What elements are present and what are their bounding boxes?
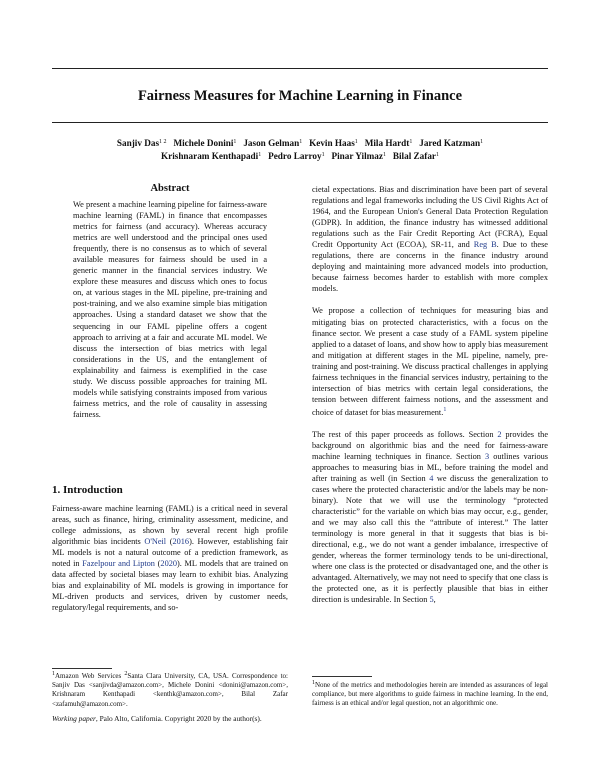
footnote-1 [312,681,548,709]
intro-text: provides the background on algorithmic bias and the need for fairness-aware machine learning techniques in finance. Section [312,429,548,461]
footnote-number: 1 [312,680,315,686]
citation-link-fazelpour[interactable]: Fazelpour and Lipton [82,559,155,569]
title-top-rule [52,68,548,69]
author-name: Sanjiv Das [116,138,160,148]
intro-text: ). However, establishing fair ML models is not a natural outcome of a prediction framework, as noted in [52,537,288,569]
section-heading-introduction: 1. Introduction [52,484,123,496]
right-column [312,184,548,605]
author-affiliation-marker: 1 [480,139,484,145]
footnote-text: None of the metrics and methodologies herein are intended as assurances of legal compliance, but mere algorithms to guide fairness in machine learning. In the end, fairness is an ethical and/or legal question, not an algorithmic one. [312,681,548,708]
author-affiliation-marker: 1 [233,139,237,145]
citation-link-oneil[interactable]: O'Neil [144,537,167,547]
intro-paragraph-4 [312,429,548,606]
author-name: Jason Gelman [243,138,300,148]
abstract-body [73,199,267,420]
author-name: Krishnaram Kenthapadi [160,151,259,161]
intro-text: Fairness-aware machine learning (FAML) is a critical need in several areas, such as finance, hiring, criminality assessment, medicine, and college admissions, as shown by several recent high profile algorithmic bias incidents [52,504,288,547]
reference-link-reg-b[interactable]: Reg B [473,240,497,250]
section-link-4[interactable]: 4 [429,473,434,483]
footnote-rule-left [52,668,112,669]
author-affiliation-marker: 1 [299,139,303,145]
author-name: Pedro Larroy [268,151,322,161]
footnote-rule-right [312,676,372,677]
intro-text: outlines various approaches to measuring bias in ML, before training the model and after training as well (in Section [312,451,548,483]
author-affiliation-marker: 1 2 [159,139,167,145]
section-link-2[interactable]: 2 [497,429,502,439]
author-name: Mila Hardt [364,138,410,148]
affiliation-footnote [52,672,288,709]
citation-link-fazelpour-year[interactable]: 2020 [160,559,178,569]
intro-text: . Due to these regulations, there are concerns in the finance industry around deploying and maintaining more advanced models into production, because fairness becomes harder to establish with more complex models. [312,240,548,294]
author-affiliation-marker: 1 [382,152,386,158]
abstract-text: We present a machine learning pipeline for fairness-aware machine learning (FAML) in finance that encompasses metrics for fairness (and accuracy). Whereas accuracy metrics are well understood and the principal ones used frequently, there is no consensus as to which of several available measures for fairness should be used in a generic manner in the financial services industry. We explore these measures and discuss which ones to focus on, at various stages in the ML pipeline, pre-training and post-training, and we also examine simple bias mitigation approaches. Using a standard dataset we show that the sequencing in our FAML pipeline offers a cogent approach to arriving at a fair and accurate ML model. We discuss the intersection of bias metrics with legal considerations in the US, and the entanglement of explainability and fairness is exemplified in the case study. We discuss possible approaches for training ML models while satisfying constraints imposed from various fairness metrics, and the role of causality in assessing fairness. [73,200,267,419]
intro-text: ( [166,537,173,547]
affiliation-text: Santa Clara University, CA, USA. Correspondence to: Sanjiv Das <sanjivda@amazon.com>, Michele Donini <donini@amazon.com>, Krishnaram Kenthapadi <kenthk@amazon.com>, Bilal Zafar <zafamuh@amazon.com>. [52,672,288,708]
affiliation-marker-1: 1 [52,671,55,677]
abstract-heading: Abstract [150,183,190,194]
intro-text: The rest of this paper proceeds as follows. Section [312,429,498,439]
affiliation-marker-2: 2 [124,671,128,677]
intro-text: ( [154,559,161,569]
introduction-paragraph-1 [52,503,288,613]
intro-text: cietal expectations. Bias and discrimination have been part of several regulations and legal frameworks including the US Civil Rights Act of 1964, and the European Union's General Data Protection Regulation (GDPR). In addition, the finance industry has witnessed additional regulations such as the Fair Credit Reporting Act (FCRA), Equal Credit Opportunity Act (ECOA), SR-11, and [312,185,548,250]
author-list-row-2 [52,150,548,163]
intro-text: , [433,595,436,605]
author-affiliation-marker: 1 [258,152,262,158]
author-list-row-1 [52,137,548,150]
working-paper-text: , Palo Alto, California. Copyright 2020 by the author(s). [95,714,262,723]
paper-title: Fairness Measures for Machine Learning in Finance [137,88,463,104]
author-name: Michele Donini [173,138,234,148]
author-affiliation-marker: 1 [354,139,358,145]
author-affiliation-marker: 1 [436,152,440,158]
intro-paragraph-3 [312,305,548,417]
author-affiliation-marker: 1 [321,152,325,158]
author-name: Pinar Yilmaz [331,151,383,161]
intro-text: We propose a collection of techniques for measuring bias and mitigating bias on protected characteristics, with a focus on the finance sector. We present a case study of a FAML system pipeline applied to a dataset of loans, and show how to apply bias measurement and mitigation at different stages in the ML pipeline, namely, pre-training and post-training. We discuss practical challenges in applying fairness techniques in the financial services industry, pertaining to the intersection of bias metrics with certain legal considerations, the tension between different fairness notions, and the assessment and choice of dataset for bias measurement. [312,306,548,417]
footnote-marker-1[interactable]: 1 [443,406,447,413]
section-link-3[interactable]: 3 [485,451,490,461]
author-name: Bilal Zafar [392,151,437,161]
affiliation-text: Amazon Web Services [55,672,125,680]
author-affiliation-marker: 1 [409,139,413,145]
author-name: Jared Katzman [419,138,481,148]
intro-text: we discuss the generalization to cases where the protected characteristic and/or the labels may be non-binary). Note that we will use the terminology “protected characteristic” for the variable on which bias may occur, e.g., gender, and we may also call this the “attribute of interest.” The latter terminology is more general in that it suggests that bias is bi-directional, e.g., we do not want a gender imbalance, irrespective of gender, whereas the former terminology tends to be uni-directional, where one class is the protected or disadvantaged one, and the other is advantaged. Alternatively, we may not need to specify that one class is the protected one, as it is perfectly plausible that bias in either direction is undesirable. In Section [312,473,548,605]
title-bottom-rule [52,122,548,123]
author-name: Kevin Haas [309,138,355,148]
intro-paragraph-2 [312,184,548,294]
working-paper-note [52,714,288,724]
section-link-5[interactable]: 5 [429,595,434,605]
working-paper-label: Working paper [52,714,96,723]
citation-link-oneil-year[interactable]: 2016 [172,537,190,547]
intro-text: ). ML models that are trained on data affected by societal biases may learn to exhibit bias. Analyzing bias and explainability of ML models is growing in importance for ML-driven products and services, driven by customer needs, regulatory/legal requirements, and so- [52,559,289,613]
